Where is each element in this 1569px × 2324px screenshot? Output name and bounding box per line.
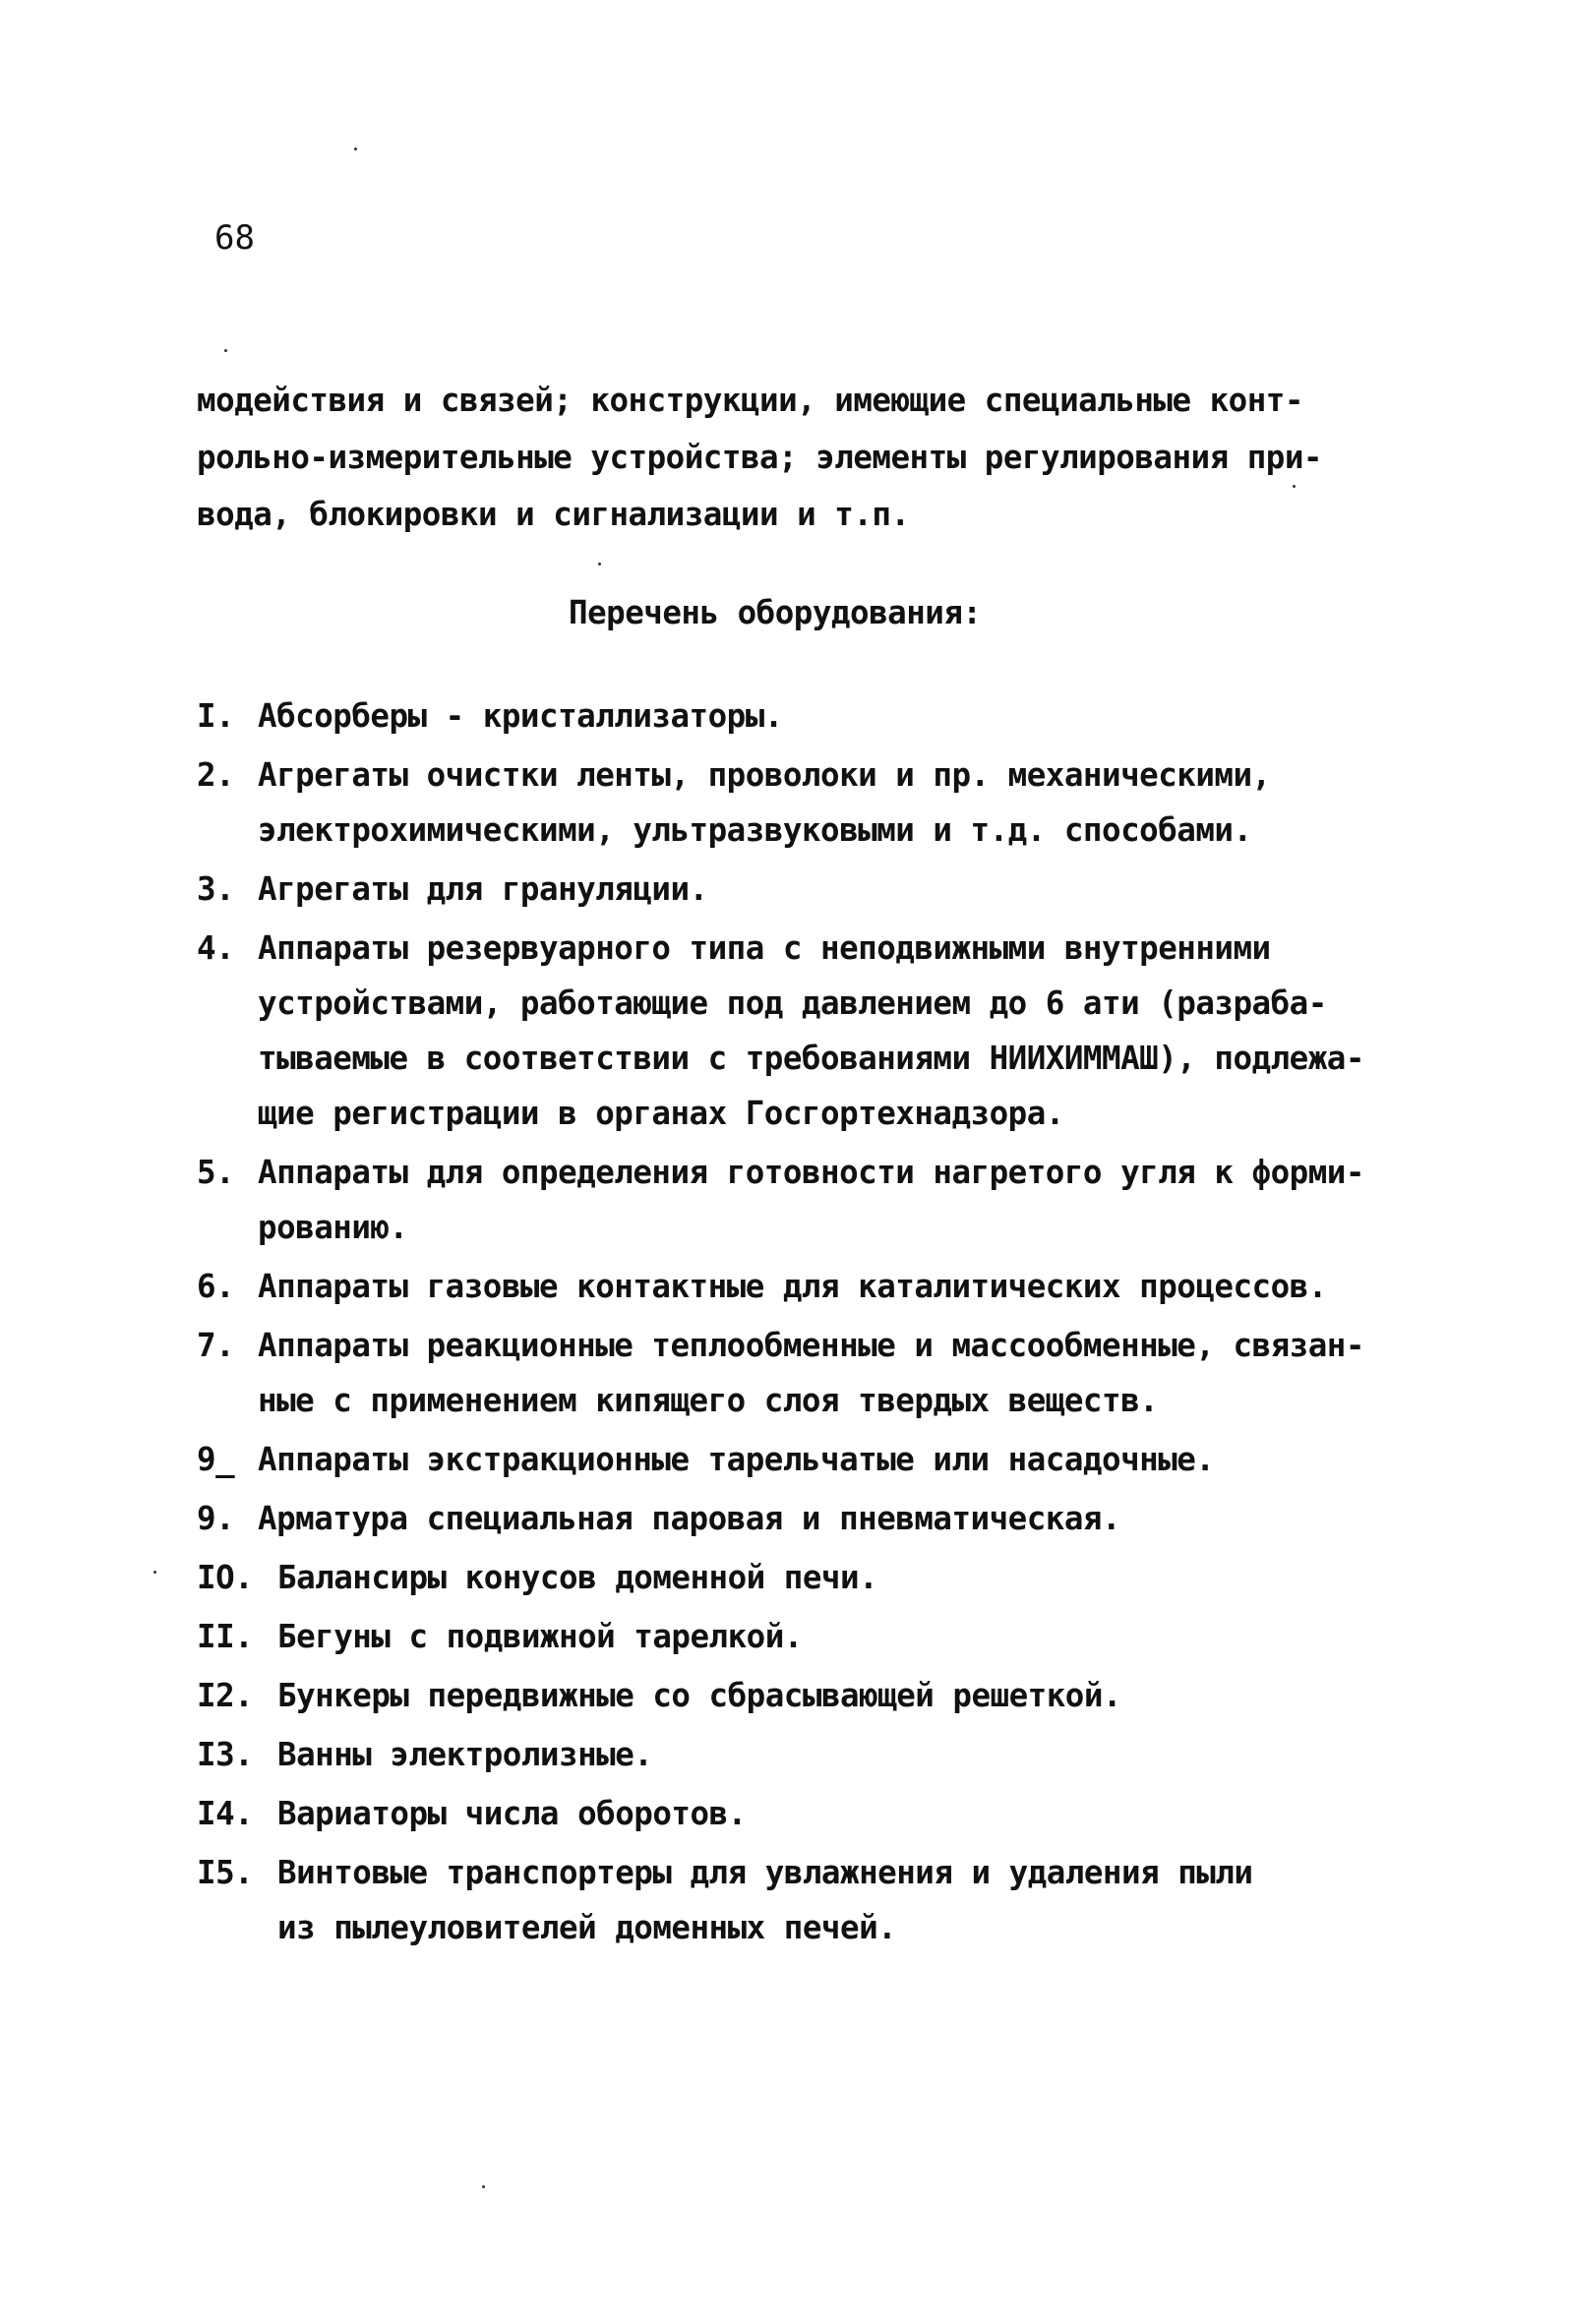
list-item [197,1550,1426,1605]
list-item [197,921,1426,1141]
scan-speck [598,563,601,566]
list-item [197,1727,1426,1782]
list-item [197,1318,1426,1428]
list-item [197,1259,1426,1314]
list-heading: Перечень оборудования: [569,594,982,631]
list-item [197,747,1426,858]
list-item [197,688,1426,744]
item-text: электрохимическими, ультразвуковыми и т.д. способами. [258,811,1252,849]
item-text: Аппараты реакционные теплообменные и массообменные, связан- [258,1327,1364,1364]
item-text: Агрегаты очистки ленты, проволоки и пр. механическими, [258,756,1271,794]
intro-line: рольно-измерительные устройства; элементы регулирования при- [197,439,1322,476]
item-text: Аппараты экстракционные тарельчатые или насадочные. [258,1441,1215,1478]
item-text: Бегуны с подвижной тарелкой. [277,1618,803,1655]
item-number: 4. [197,929,235,967]
item-number: 9. [197,1500,235,1537]
item-number: I2. [197,1677,254,1714]
list-item [197,1432,1426,1487]
item-text: Винтовые транспортеры для увлажнения и удаления пыли [277,1854,1253,1891]
intro-line: вода, блокировки и сигнализации и т.п. [197,496,910,533]
item-text: Балансиры конусов доменной печи. [277,1559,878,1596]
item-text: из пылеуловителей доменных печей. [277,1909,897,1946]
item-number: I. [197,697,235,735]
scan-speck [482,2185,485,2188]
item-number: 7. [197,1327,235,1364]
list-item [197,1145,1426,1255]
item-text: Аппараты для определения готовности нагретого угля к форми- [258,1154,1364,1191]
scan-speck [354,148,357,150]
item-number: I3. [197,1736,254,1773]
item-text: рованию. [258,1209,408,1246]
item-text: Бункеры передвижные со сбрасывающей решеткой. [277,1677,1121,1714]
list-item [197,1786,1426,1841]
item-text: ные с применением кипящего слоя твердых веществ. [258,1382,1159,1419]
item-text: устройствами, работающие под давлением до 6 ати (разраба- [258,984,1327,1022]
intro-paragraph [197,372,1407,543]
equipment-list [197,688,1426,1959]
list-item [197,1491,1426,1546]
list-item [197,1845,1426,1955]
item-number: 2. [197,756,235,794]
item-text: Арматура специальная паровая и пневматическая. [258,1500,1121,1537]
item-text: щие регистрации в органах Госгортехнадзора. [258,1095,1064,1132]
list-item [197,862,1426,917]
item-text: Вариаторы числа оборотов. [277,1795,747,1832]
scan-speck [153,1571,156,1574]
item-text: тываемые в соответствии с требованиями НИИХИММАШ), подлежа- [258,1040,1364,1077]
list-item [197,1668,1426,1723]
intro-line: модействия и связей; конструкции, имеющие специальные конт- [197,382,1303,419]
item-number: 3. [197,870,235,908]
page-number: 68 [214,218,255,258]
item-number: II. [197,1618,254,1655]
item-text: Ванны электролизные. [277,1736,653,1773]
item-text: Абсорберы - кристаллизаторы. [258,697,783,735]
item-text: Аппараты газовые контактные для каталитических процессов. [258,1268,1327,1305]
list-item [197,1609,1426,1664]
item-text: Аппараты резервуарного типа с неподвижными внутренними [258,929,1271,967]
item-number: 5. [197,1154,235,1191]
scan-speck [1293,485,1296,488]
item-number: 6. [197,1268,235,1305]
item-number: 9_ [197,1441,235,1478]
item-number: I5. [197,1854,254,1891]
item-number: IO. [197,1559,254,1596]
item-number: I4. [197,1795,254,1832]
scan-speck [224,349,227,352]
item-text: Агрегаты для грануляции. [258,870,708,908]
